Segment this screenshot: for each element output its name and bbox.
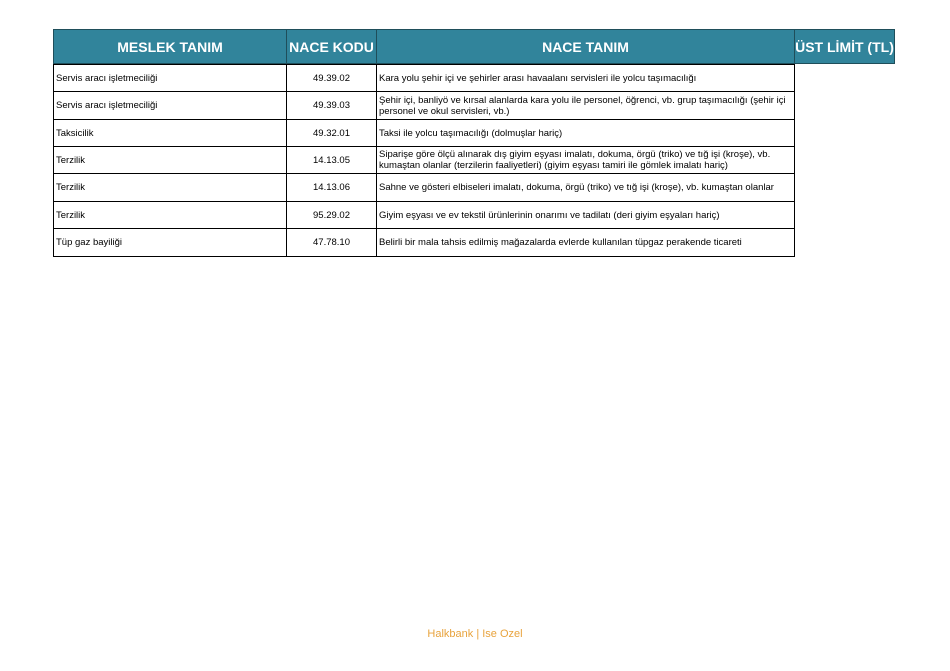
nace-code-cell: 14.13.06: [286, 173, 377, 202]
meslek-cell: Terzilik: [53, 173, 287, 202]
nace-description-cell: Sahne ve gösteri elbiseleri imalatı, dokuma, örgü (triko) ve tığ işi (kroşe), vb. kumaştan olanlar: [376, 173, 795, 202]
table-row: [53, 201, 795, 229]
nace-code-cell: 47.78.10: [286, 228, 377, 257]
nace-code-cell: 49.39.03: [286, 91, 377, 120]
nace-code-cell: 95.29.02: [286, 201, 377, 229]
table-row: [53, 64, 795, 92]
meslek-cell: Terzilik: [53, 201, 287, 229]
meslek-cell: Servis aracı işletmeciliği: [53, 91, 287, 120]
nace-description-cell: Belirli bir mala tahsis edilmiş mağazalarda evlerde kullanılan tüpgaz perakende ticareti: [376, 228, 795, 257]
nace-code-cell: 49.39.02: [286, 64, 377, 92]
nace-code-cell: 49.32.01: [286, 119, 377, 147]
nace-code-cell: 14.13.05: [286, 146, 377, 174]
table-row: [53, 228, 795, 257]
nace-description-cell: Siparişe göre ölçü alınarak dış giyim eşyası imalatı, dokuma, örgü (triko) ve tığ işi (kroşe), vb. kumaştan olanlar (terzilerin faaliyetleri) (giyim eşyası tamiri ile gömlek imalatı hariç): [376, 146, 795, 174]
nace-description-cell: Kara yolu şehir içi ve şehirler arası havaalanı servisleri ile yolcu taşımacılığı: [376, 64, 795, 92]
header-meslek-tanim: MESLEK TANIM: [53, 29, 287, 64]
meslek-cell: Servis aracı işletmeciliği: [53, 64, 287, 92]
nace-description-cell: Giyim eşyası ve ev tekstil ürünlerinin onarımı ve tadilatı (deri giyim eşyaları hariç): [376, 201, 795, 229]
meslek-cell: Tüp gaz bayiliği: [53, 228, 287, 257]
header-nace-tanim: NACE TANIM: [376, 29, 795, 64]
table-row: [53, 91, 795, 120]
meslek-cell: Taksicilik: [53, 119, 287, 147]
header-nace-kodu: NACE KODU: [286, 29, 377, 64]
header-ust-limit: ÜST LİMİT (TL): [794, 29, 895, 64]
table-row: [53, 119, 795, 147]
nace-description-cell: Şehir içi, banliyö ve kırsal alanlarda kara yolu ile personel, öğrenci, vb. grup taşımacılığı (şehir içi personel ve okul servisleri, vb.): [376, 91, 795, 120]
footer-classification: Halkbank | Ise Ozel: [427, 628, 523, 640]
nace-description-cell: Taksi ile yolcu taşımacılığı (dolmuşlar hariç): [376, 119, 795, 147]
meslek-cell: Terzilik: [53, 146, 287, 174]
table-row: [53, 173, 795, 202]
table-row: [53, 146, 795, 174]
